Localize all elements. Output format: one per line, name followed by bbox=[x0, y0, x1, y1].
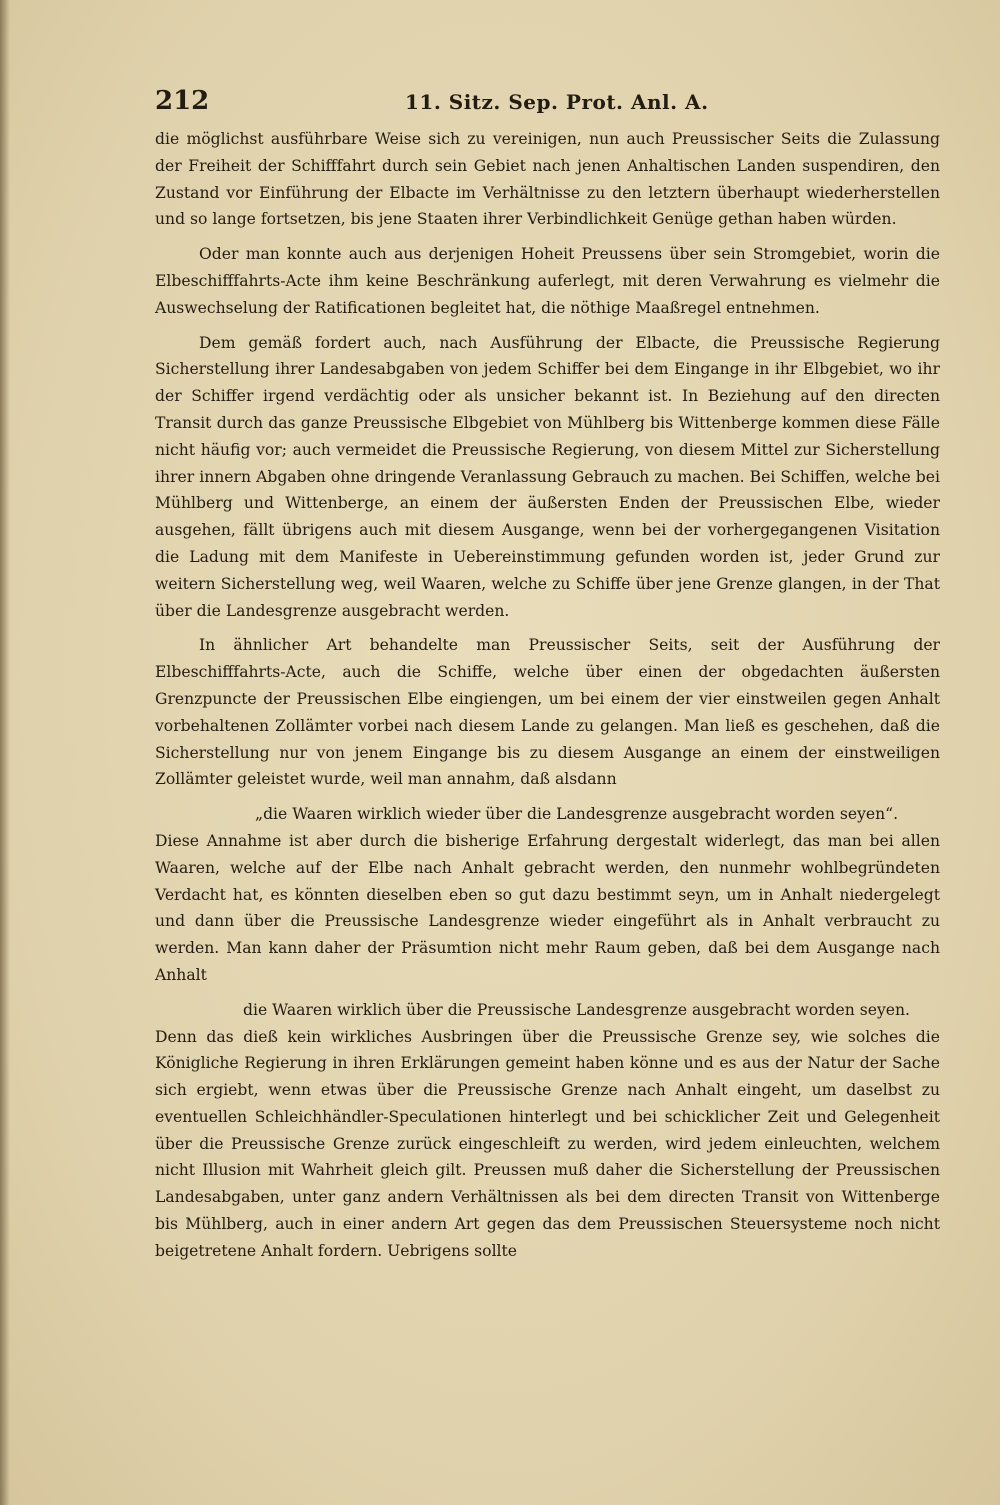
paragraph: Oder man konnte auch aus derjenigen Hoheit Preussens über sein Stromgebiet, worin die Elbeschifffahrts-Acte ihm keine Beschränkung auferlegt, mit deren Verwahrung es vielmehr die Auswechselung der Ratificationen begleitet hat, die nöthige Maaßregel entnehmen. bbox=[155, 245, 940, 317]
paragraph-continued: die möglichst ausführbare Weise sich zu vereinigen, nun auch Preussischer Seits die Zulassung der Freiheit der Schifffahrt durch sein Gebiet nach jenen Anhaltischen Landen suspendiren, den Zustand vor Einführung der Elbacte im Verhältnisse zu den letztern überhaupt wiederherstellen und so lange fortsetzen, bis jene Staaten ihrer Verbindlichkeit Genüge gethan haben würden. bbox=[155, 130, 940, 229]
paragraph: Denn das dieß kein wirkliches Ausbringen über die Preussische Grenze sey, wie solches die Königliche Regierung in ihren Erklärungen gemeint haben könne und es aus der Natur der Sache sich ergiebt, wenn etwas über die Preussische Grenze nach Anhalt eingeht, um daselbst zu eventuellen Schleichhändler-Speculationen hinterlegt und bei schicklicher Zeit und Gelegenheit über die Preussische Grenze zurück eingeschleift zu werden, wird jedem einleuchten, welchem nicht Illusion mit Wahrheit gleich gilt. Preussen muß daher die Sicherstellung der Preussischen Landesabgaben, unter ganz andern Verhältnissen als bei dem directen Transit von Wittenberge bis Mühlberg, auch in einer andern Art gegen das dem Preussischen Steuersysteme noch nicht beigetretene Anhalt fordern. Uebrigens sollte bbox=[155, 1027, 940, 1260]
body-text bbox=[155, 126, 940, 1273]
quoted-clause: die Waaren wirklich über die Preussische Landesgrenze ausgebracht worden seyen. bbox=[243, 1000, 911, 1019]
paragraph: Diese Annahme ist aber durch die bisherige Erfahrung dergestalt widerlegt, das man bei allen Waaren, welche auf der Elbe nach Anhalt gebracht werden, den nunmehr wohlbegründeten Verdacht hat, es könnten dieselben eben so gut dazu bestimmt seyn, um in Anhalt niedergelegt und dann über die Preussische Landesgrenze wieder eingeführt als in Anhalt verbraucht zu werden. Man kann daher der Präsumtion nicht mehr Raum geben, daß bei dem Ausgange nach Anhalt bbox=[155, 831, 940, 984]
page-header bbox=[155, 86, 945, 122]
quoted-clause: „die Waaren wirklich wieder über die Landesgrenze ausgebracht worden seyen“. bbox=[255, 805, 899, 824]
running-head: 11. Sitz. Sep. Prot. Anl. A. bbox=[405, 90, 709, 114]
paragraph: In ähnlicher Art behandelte man Preussischer Seits, seit der Ausführung der Elbeschifffahrts-Acte, auch die Schiffe, welche über einen der obgedachten äußersten Grenzpuncte der Preussischen Elbe eingiengen, um bei einem der vier einstweilen gegen Anhalt vorbehaltenen Zollämter vorbei nach diesem Lande zu gelangen. Man ließ es geschehen, daß die Sicherstellung nur von jenem Eingange bis zu diesem Ausgange an einem der einstweiligen Zollämter geleistet wurde, weil man annahm, daß alsdann bbox=[155, 636, 940, 789]
paragraph: Dem gemäß fordert auch, nach Ausführung der Elbacte, die Preussische Regierung Sicherstellung ihrer Landesabgaben von jedem Schiffer bei dem Eingange in ihr Elbgebiet, wo ihr der Schiffer irgend verdächtig oder als unsicher bekannt ist. In Beziehung auf den directen Transit durch das ganze Preussische Elbgebiet von Mühlberg bis Wittenberge kommen diese Fälle nicht häufig vor; auch vermeidet die Preussische Regierung, von diesem Mittel zur Sicherstellung ihrer innern Abgaben ohne dringende Veranlassung Gebrauch zu machen. Bei Schiffen, welche bei Mühlberg und Wittenberge, an einem der äußersten Enden der Preussischen Elbe, wieder ausgehen, fällt übrigens auch mit diesem Ausgange, wenn bei der vorhergegangenen Visitation die Ladung mit dem Manifeste in Uebereinstimmung gefunden worden ist, jeder Grund zur weitern Sicherstellung weg, weil Waaren, welche zu Schiffe über jene Grenze glangen, in der That über die Landesgrenze ausgebracht werden. bbox=[155, 333, 940, 620]
page-number: 212 bbox=[155, 86, 210, 116]
binding-shadow bbox=[0, 0, 10, 1505]
